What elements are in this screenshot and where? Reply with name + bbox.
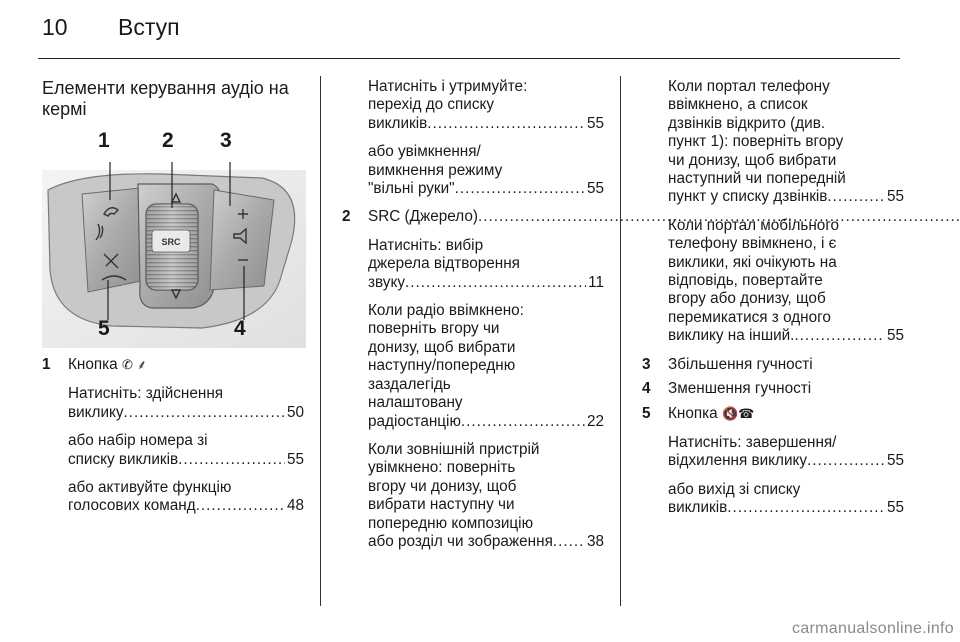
text-line: відхилення виклику [668, 452, 808, 470]
paragraph [642, 434, 904, 471]
toc-line [68, 404, 304, 422]
paragraph [42, 385, 304, 422]
chapter-title: Вступ [118, 14, 180, 40]
text-line: відповідь, повертайте [668, 272, 823, 290]
phone-voice-icon: ✆ ⸙ [121, 358, 147, 373]
text-line: наступну/попередню [368, 357, 516, 375]
page-ref: 55 [586, 114, 604, 132]
callout-3: 3 [220, 130, 232, 152]
steering-controls-figure [42, 130, 306, 348]
callout-2: 2 [162, 130, 174, 152]
text-line: заздалегідь [368, 375, 451, 393]
text-line: налаштовану [368, 394, 463, 412]
text-line: Коли портал телефону [668, 78, 830, 95]
text-line: ввімкнено, а список [668, 96, 808, 114]
item-4 [642, 380, 904, 398]
section-title: Елементи керування аудіо на кермі [42, 78, 289, 119]
text-line: або набір номера зі [68, 432, 208, 450]
page-ref: 55 [586, 180, 604, 198]
item-5 [642, 405, 904, 424]
item-number: 4 [642, 380, 651, 398]
toc-line [68, 451, 304, 469]
text-line: виклику на інший. [668, 327, 795, 345]
column-2 [342, 76, 604, 551]
text-line: вгору або донизу, щоб [668, 290, 826, 308]
toc-line [668, 327, 904, 345]
text-line: радіостанцію [368, 412, 461, 430]
page-ref: 55 [286, 450, 304, 468]
dot-leader [124, 404, 285, 422]
text-line: або активуйте функцію [68, 479, 232, 497]
text-line: донизу, щоб вибрати [368, 338, 516, 356]
page-ref: 11 [588, 273, 604, 291]
dot-leader [807, 452, 885, 470]
callout-4: 4 [234, 317, 246, 340]
item-number: 2 [342, 208, 351, 226]
text-line: поверніть вгору чи [368, 320, 500, 338]
text-line: пункт у списку дзвінків [668, 188, 828, 206]
toc-line [68, 497, 304, 515]
text-line: Натисніть: вибір [368, 236, 484, 254]
text-line: телефону ввімкнено, і є [668, 235, 837, 253]
text-line: або розділ чи зображення [368, 532, 553, 550]
text-line: дзвінків відкрито (див. [668, 114, 826, 132]
page-number: 10 [42, 14, 68, 40]
text-line: Натисніть: завершення/ [668, 433, 837, 451]
text-line: вгору чи донизу, щоб [368, 477, 517, 495]
text-line: вибрати наступну чи [368, 496, 515, 514]
text-line: чи донизу, щоб вибрати [668, 151, 837, 169]
paragraph [342, 441, 604, 551]
paragraph [642, 78, 904, 207]
dot-leader [405, 274, 586, 292]
item-label: Кнопка [668, 404, 718, 422]
mute-hangup-icon: 🔇☎ [721, 406, 755, 422]
toc-line [368, 533, 604, 551]
column-1 [42, 76, 304, 516]
steering-controls-illustration [42, 130, 306, 348]
toc-line [368, 413, 604, 431]
text-line: або увімкнення/ [368, 143, 481, 161]
text-line: Натисніть: здійснення [68, 385, 224, 403]
dot-leader [727, 499, 885, 517]
text-line: голосових команд [68, 497, 196, 515]
toc-line [368, 274, 604, 292]
dot-leader [427, 115, 585, 133]
column-3 [642, 76, 904, 518]
text-line: виклику [68, 403, 124, 421]
text-line: або вихід зі списку [668, 480, 801, 498]
page-ref: 55 [886, 452, 904, 470]
text-line: звуку [368, 273, 405, 291]
item-label: Кнопка [68, 356, 118, 373]
text-line: Коли портал мобільного [668, 216, 840, 234]
paragraph [342, 237, 604, 292]
item-number: 1 [42, 356, 51, 373]
text-line: пункт 1): поверніть вгору [668, 133, 844, 151]
item-number: 3 [642, 355, 651, 373]
text-line: вимкнення режиму [368, 161, 503, 179]
page-ref: 38 [586, 532, 604, 550]
dot-leader [553, 533, 585, 551]
column-divider-2 [620, 76, 621, 606]
toc-line [368, 180, 604, 198]
item-label: SRC (Джерело) [368, 208, 478, 226]
page-ref: 55 [886, 188, 904, 206]
paragraph [342, 78, 604, 133]
paragraph [42, 432, 304, 469]
text-line: попередню композицію [368, 514, 534, 532]
page-ref: 22 [586, 412, 604, 430]
text-line: викликів [368, 114, 428, 132]
paragraph [342, 302, 604, 431]
text-line: "вільні руки" [368, 180, 455, 198]
dot-leader [461, 413, 585, 431]
item-number: 5 [642, 404, 651, 422]
text-line: списку викликів [68, 450, 179, 468]
text-line: джерела відтворення [368, 255, 520, 273]
text-line: Коли радіо ввімкнено: [368, 302, 524, 320]
page-ref: 48 [286, 497, 304, 515]
watermark: carmanualsonline.info [792, 620, 954, 637]
text-line: Коли зовнішній пристрій [368, 440, 540, 458]
dot-leader [794, 327, 885, 345]
text-line: перехід до списку [368, 96, 495, 114]
paragraph [642, 217, 904, 346]
page-ref: 55 [886, 499, 904, 517]
text-line: перемикатися з одного [668, 308, 831, 326]
dot-leader [455, 180, 585, 198]
callout-5: 5 [98, 317, 110, 340]
item-1 [42, 356, 304, 375]
toc-line [368, 115, 604, 133]
item-label: Збільшення гучності [668, 355, 813, 373]
text-line: увімкнено: поверніть [368, 459, 516, 477]
header-rule [38, 58, 900, 59]
page-ref: 55 [886, 327, 904, 345]
text-line: виклики, які очікують на [668, 253, 837, 271]
item-3 [642, 356, 904, 374]
text-line: наступний чи попередній [668, 170, 846, 188]
dot-leader [196, 497, 285, 515]
text-line: викликів [668, 499, 728, 517]
toc-line [668, 188, 904, 206]
paragraph [642, 481, 904, 518]
text-line: Натисніть і утримуйте: [368, 78, 528, 95]
item-2 [342, 208, 604, 226]
toc-line [668, 499, 904, 517]
callout-1: 1 [98, 130, 110, 152]
paragraph [342, 143, 604, 198]
src-button-label: SRC [161, 237, 181, 247]
page-ref: 50 [286, 403, 304, 421]
dot-leader [827, 188, 885, 206]
column-divider-1 [320, 76, 321, 606]
toc-line [668, 452, 904, 470]
item-label: Зменшення гучності [668, 380, 812, 398]
dot-leader [178, 451, 285, 469]
paragraph [42, 479, 304, 516]
